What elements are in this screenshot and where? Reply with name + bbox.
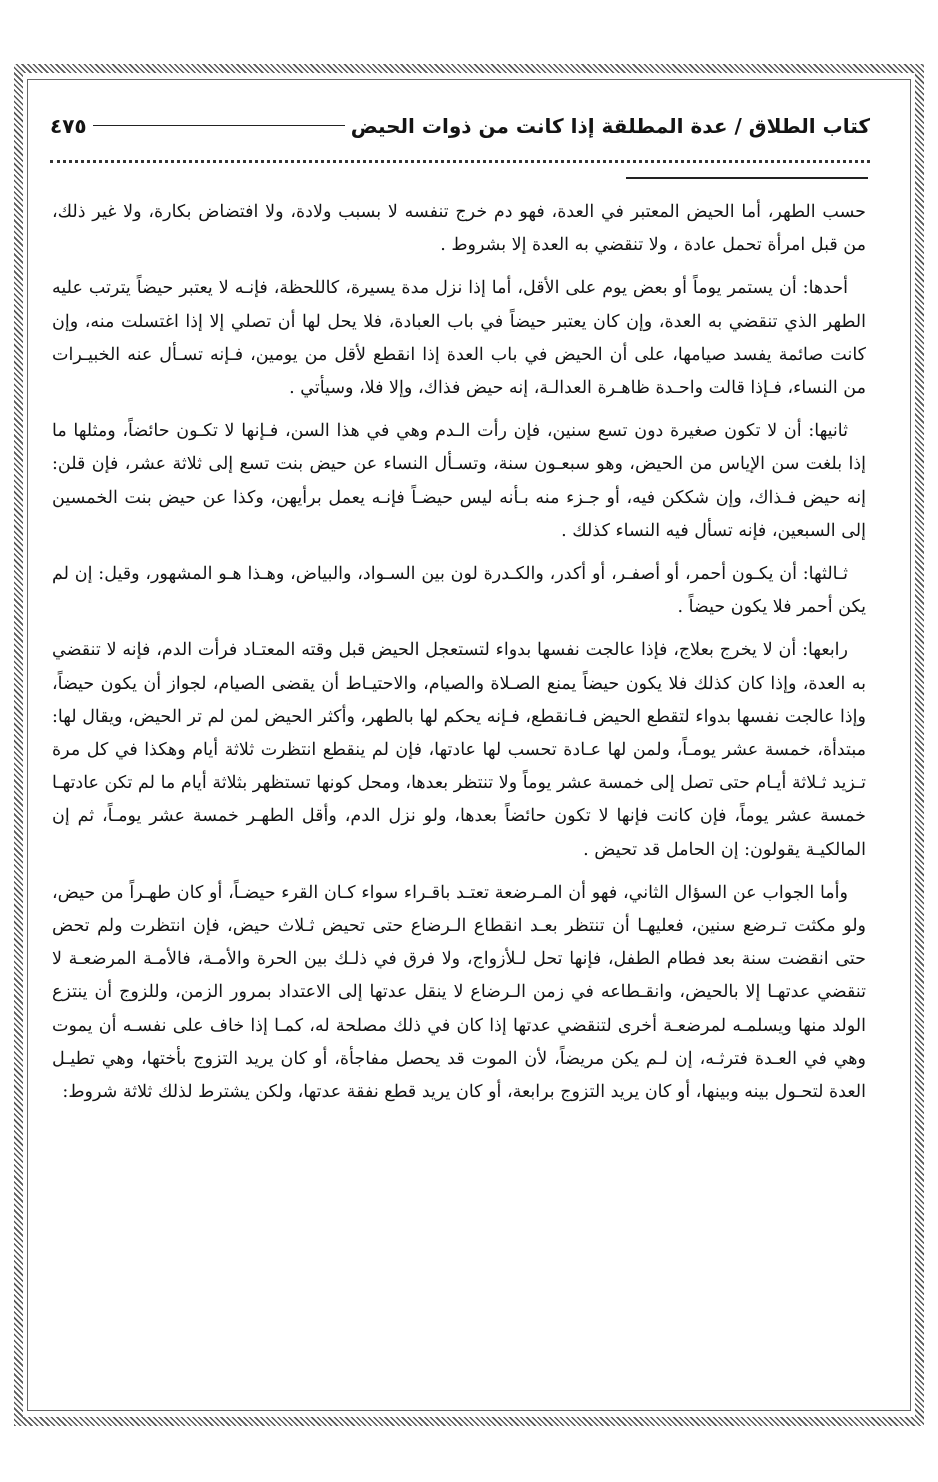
header-rule xyxy=(93,125,345,126)
paragraph-second-condition: ثانيها: أن لا تكون صغيرة دون تسع سنين، فإن رأت الـدم وهي في هذا السن، فـإنها لا تكـون حائضاً، ومثلها ما إذا بلغت سن الإياس من الحيض، وهو سبعـون سنة، وتسـأل النساء عن حيض بنت تسع إلى ثلاثة عشر، فإن قلن: إنه حيض فـذاك، وإن شككن فيه، أو جـزء منه بـأنه ليس حيضـاً فإنـه يعمل برأيهن، وكذا عن حيض بنت الخمسين إلى السبعين، فإنه تسأل فيه النساء كذلك . xyxy=(52,421,866,541)
running-header xyxy=(50,114,870,154)
page-body xyxy=(52,196,866,1119)
dotted-separator xyxy=(50,160,870,163)
paragraph-second-question: وأما الجواب عن السؤال الثاني، فهو أن المـرضعة تعتـد باقـراء سواء كـان القرء حيضـاً، أو كان طهـراً من حيض، ولو مكثت تـرضع سنين، فعليهـا أن تنتظر بعـد انقطاع الـرضاع حتى تحيض ثـلاث حيض، فإن انتظرت ولم تحض حتى انقضت سنة بعد فطام الطفل، فإنها تحل لـلأزواج، ولا فرق في ذلـك بين الحرة والأمـة، فالأمـة المرضعـة لا تنقضي عدتهـا إلا بالحيض، وانقـطاعه في زمن الـرضاع لا ينقل عدتها إلى الاعتداد بمرور الزمن، وللزوج أن ينتزع الولد منها ويسلمـه لمرضعـة أخرى لتنقضي عدتها إذا كان في ذلك مصلحة له، كمـا إذا خاف على نفسـه أن يموت وهي في العـدة فترثـه، إن لـم يكن مريضاً، لأن الموت قد يحصل مفاجأة، أو كان يريد التزوج بأختها، وهي تطيـل العدة لتحـول بينه وبينها، أو كان يريد التزوج برابعة، أو كان يريد قطع نفقة عدتها، ولكن يشترط لذلك ثلاثة شروط: xyxy=(52,882,866,1103)
paragraph-fourth-condition: رابعها: أن لا يخرج بعلاج، فإذا عالجت نفسها بدواء لتستعجل الحيض قبل وقته المعتـاد فرأت الدم، فإنه لا تنقضي به العدة، وإذا كان كذلك فلا يكون حيضاً يمنع الصـلاة والصيام، والاحتيـاط أن يقضى الصيام، لجواز أن يكون حيضاً، وإذا عالجت نفسها بدواء لتقطع الحيض فـانقطع، فـإنه يحكم لها بالطهر، وأكثر الحيض لمن لم تر الحيض، ويقال لها: مبتدأة، خمسة عشر يومـاً، ولمن لها عـادة تحسب لها عادتها، فإن لم ينقطع انتظرت ثلاثة أيام وهكذا في كل مرة تـزيد ثـلاثة أيـام حتى تصل إلى خمسة عشر يوماً ولا تنتظر بعدها، ومحل كونها تستظهر بثلاثة أيام ما لم تكن عادتهـا خمسة عشر يوماً، فإن كانت فإنها لا تكون حائضاً بعدها، ولو نزل الدم، وأقل الطهـر خمسة عشر يومـاً، ثم إن المالكيـة يقولون: إن الحامل قد تحيض . xyxy=(52,640,866,860)
paragraph-first-condition: أحدها: أن يستمر يوماً أو بعض يوم على الأقل، أما إذا نزل مدة يسيرة، كاللحظة، فإنـه لا يعتبر حيضاً يترتب عليه الطهر الذي تنقضي به العدة، وإن كان يعتبر حيضاً في باب العبادة، فلا يحل لها أن تصلي إلا إذا اغتسلت منه، وإن كانت صائمة يفسد صيامها، على أن الحيض في باب العدة إذا انقطع لأقل من يومين، فـإنه تسـأل عنه الخبيـرات من النساء، فـإذا قالت واحـدة ظاهـرة العدالـة، إنه حيض فذاك، وإلا فلا، وسيأتي . xyxy=(52,278,866,399)
header-underline xyxy=(626,177,868,179)
page-number: ٤٧٥ xyxy=(50,114,87,138)
header-title: كتاب الطلاق / عدة المطلقة إذا كانت من ذوات الحيض xyxy=(350,114,870,138)
paragraph-continuation: حسب الطهر، أما الحيض المعتبر في العدة، فهو دم خرج تنفسه لا بسبب ولادة، ولا افتضاض بكارة، ولا غير ذلك، من قبل امرأة تحمل عادة ، ولا تنقضي به العدة إلا بشروط . xyxy=(52,202,866,256)
paragraph-third-condition: ثـالثها: أن يكـون أحمر، أو أصفـر، أو أكدر، والكـدرة لون بين السـواد، والبياض، وهـذا هـو المشهور، وقيل: إن لم يكن أحمر فلا يكون حيضاً . xyxy=(52,564,866,618)
